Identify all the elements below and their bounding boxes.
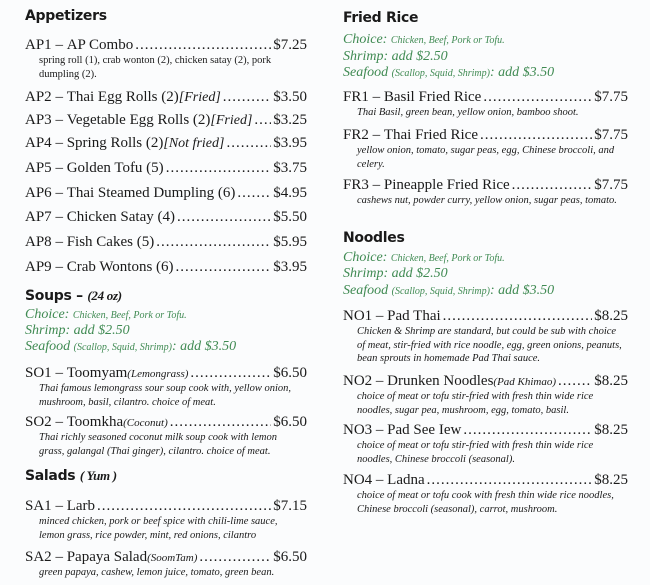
menu-item bbox=[343, 472, 628, 516]
item-price: $8.25 bbox=[594, 422, 628, 438]
item-line: NO2 – Drunken Noodles (Pad Khimao) ..... $8.25 bbox=[343, 373, 628, 390]
menu-item bbox=[343, 308, 628, 366]
section-title bbox=[343, 230, 628, 246]
item-price: $6.50 bbox=[273, 549, 307, 565]
item-line: AP6 – Thai Steamed Dumpling (6) ..... $4.95 bbox=[25, 185, 307, 202]
item-description: choice of meat or tofu stir-fried with fresh thin wide rice noodles, Chinese broccoli (seasonal). bbox=[357, 440, 594, 465]
item-name: Spring Rolls (2) bbox=[66, 135, 164, 151]
choice-line bbox=[343, 49, 628, 66]
item-code: AP1 bbox=[25, 37, 52, 53]
menu-item bbox=[25, 414, 307, 458]
protein-choice bbox=[343, 283, 628, 301]
item-line: AP4 – Spring Rolls (2) [Not fried] ..... $3.95 bbox=[25, 135, 307, 152]
item-name: Toomyam bbox=[66, 365, 128, 381]
dot-leader bbox=[480, 127, 592, 144]
item-line: FR2 – Thai Fried Rice ..... $7.75 bbox=[343, 127, 628, 144]
item-name: Chicken Satay (4) bbox=[66, 209, 175, 225]
dot-leader bbox=[558, 373, 592, 390]
dot-leader bbox=[97, 498, 271, 515]
menu-item bbox=[25, 498, 307, 542]
section-heading bbox=[25, 288, 307, 304]
item-line: AP7 – Chicken Satay (4) ..... $5.50 bbox=[25, 209, 307, 226]
protein-choice bbox=[25, 323, 307, 340]
item-price: $3.25 bbox=[273, 112, 307, 128]
choice-line bbox=[343, 283, 628, 301]
item-note: [Not fried] bbox=[163, 136, 225, 151]
item-description: yellow onion, tomato, sugar peas, egg, Chinese broccoli, and celery. bbox=[357, 145, 615, 170]
menu-item bbox=[343, 89, 628, 120]
item-code: SA1 bbox=[25, 498, 52, 514]
protein-choice bbox=[343, 49, 628, 66]
choice-line bbox=[25, 307, 307, 325]
item-description: green papaya, cashew, lemon juice, tomato, green bean. bbox=[39, 567, 275, 578]
choice-detail: (Scallop, Squid, Shrimp) bbox=[391, 68, 490, 79]
section-subtitle: ( Yum ) bbox=[79, 468, 117, 483]
menu-item bbox=[25, 112, 307, 129]
item-name: Drunken Noodles bbox=[387, 373, 494, 389]
item-line: NO1 – Pad Thai ..... $8.25 bbox=[343, 308, 628, 325]
item-note: (Coconut) bbox=[123, 417, 168, 429]
item-name: Thai Egg Rolls (2) bbox=[66, 89, 179, 105]
menu-item bbox=[343, 422, 628, 466]
item-price: $3.95 bbox=[273, 135, 307, 151]
item-code: FR3 bbox=[343, 177, 369, 193]
choice-line bbox=[343, 266, 628, 283]
item-name: Crab Wontons (6) bbox=[66, 259, 174, 275]
item-code: AP5 bbox=[25, 160, 52, 176]
choice-label: Choice: bbox=[343, 32, 388, 47]
dot-leader bbox=[443, 308, 593, 325]
section-title-text: Soups – bbox=[25, 288, 83, 304]
item-code: NO1 bbox=[343, 308, 373, 324]
item-name: Ladna bbox=[387, 472, 425, 488]
section-title bbox=[25, 468, 307, 484]
item-line: AP9 – Crab Wontons (6) ..... $3.95 bbox=[25, 259, 307, 276]
section-title-text: Appetizers bbox=[25, 8, 107, 24]
section-title bbox=[25, 288, 307, 304]
choice-label: Choice: bbox=[25, 307, 70, 322]
choice-label: Seafood bbox=[343, 283, 389, 298]
item-name: Vegetable Egg Rolls (2) bbox=[66, 112, 211, 128]
dot-leader bbox=[190, 365, 271, 382]
item-code: NO4 bbox=[343, 472, 373, 488]
item-line: AP5 – Golden Tofu (5) ..... $3.75 bbox=[25, 160, 307, 177]
item-line: AP1 – AP Combo ..... $7.25 bbox=[25, 37, 307, 54]
item-description: Thai famous lemongrass sour soup cook with, yellow onion, mushroom, basil, cilantro. choice of meat. bbox=[39, 383, 292, 408]
item-code: FR2 bbox=[343, 127, 369, 143]
item-line: FR1 – Basil Fried Rice ..... $7.75 bbox=[343, 89, 628, 106]
item-name: Larb bbox=[66, 498, 96, 514]
item-code: AP3 bbox=[25, 112, 52, 128]
section-title bbox=[25, 8, 307, 24]
item-name: Pineapple Fried Rice bbox=[383, 177, 510, 193]
protein-choice bbox=[25, 339, 307, 357]
section-title-text: Salads bbox=[25, 468, 76, 484]
item-description: Thai Basil, green bean, yellow onion, bamboo shoot. bbox=[357, 107, 579, 118]
item-code: SO2 bbox=[25, 414, 52, 430]
choice-line bbox=[343, 32, 628, 50]
item-name: Pad Thai bbox=[387, 308, 441, 324]
item-code: AP4 bbox=[25, 135, 52, 151]
item-code: AP8 bbox=[25, 234, 52, 250]
item-line: FR3 – Pineapple Fried Rice ..... $7.75 bbox=[343, 177, 628, 194]
item-line: SO2 – Toomkha (Coconut) ..... $6.50 bbox=[25, 414, 307, 431]
choice-line bbox=[25, 323, 307, 340]
choice-line bbox=[25, 339, 307, 357]
item-code: FR1 bbox=[343, 89, 369, 105]
item-line: AP2 – Thai Egg Rolls (2) [Fried] ..... $3.50 bbox=[25, 89, 307, 106]
item-description: Thai richly seasoned coconut milk soup cook with lemon grass, galangal (Thai ginger), cilantro. choice of meat. bbox=[39, 432, 277, 457]
section-heading bbox=[25, 8, 307, 24]
choice-price: : add $3.50 bbox=[489, 65, 555, 80]
item-price: $7.75 bbox=[594, 89, 628, 105]
item-code: AP7 bbox=[25, 209, 52, 225]
menu-item bbox=[25, 234, 307, 251]
item-line: SA2 – Papaya Salad (SoomTam) ..... $6.50 bbox=[25, 549, 307, 566]
protein-choice bbox=[343, 32, 628, 50]
section-heading bbox=[343, 10, 628, 26]
choice-price: : add $3.50 bbox=[489, 283, 555, 298]
dot-leader bbox=[237, 185, 271, 202]
item-note: [Fried] bbox=[210, 113, 253, 128]
dot-leader bbox=[254, 112, 271, 129]
protein-choice bbox=[343, 250, 628, 268]
item-description: minced chicken, pork or beef spice with chili-lime sauce, lemon grass, rice powder, mint, red onions, cilantro bbox=[39, 516, 278, 541]
choice-line bbox=[343, 250, 628, 268]
item-name: Pad See Iew bbox=[387, 422, 462, 438]
choice-label: Shrimp: add $2.50 bbox=[343, 49, 448, 64]
item-code: NO2 bbox=[343, 373, 373, 389]
item-line: AP8 – Fish Cakes (5) ..... $5.95 bbox=[25, 234, 307, 251]
item-note: [Fried] bbox=[178, 90, 221, 105]
choice-detail: (Scallop, Squid, Shrimp) bbox=[391, 286, 490, 297]
dot-leader bbox=[223, 89, 271, 106]
item-price: $3.75 bbox=[273, 160, 307, 176]
choice-label: Shrimp: add $2.50 bbox=[25, 323, 130, 338]
choice-label: Seafood bbox=[25, 339, 71, 354]
dot-leader bbox=[176, 259, 272, 276]
item-price: $4.95 bbox=[273, 185, 307, 201]
item-price: $7.15 bbox=[273, 498, 307, 514]
item-line: NO3 – Pad See Iew ..... $8.25 bbox=[343, 422, 628, 439]
item-price: $3.50 bbox=[273, 89, 307, 105]
protein-choice bbox=[343, 65, 628, 83]
item-price: $5.95 bbox=[273, 234, 307, 250]
choice-label: Choice: bbox=[343, 250, 388, 265]
item-description: choice of meat or tofu stir-fried with fresh thin wide rice noodles, sugar pea, mushroom, egg, tomato, basil. bbox=[357, 391, 594, 416]
dot-leader bbox=[177, 209, 271, 226]
dot-leader bbox=[512, 177, 593, 194]
dot-leader bbox=[427, 472, 593, 489]
choice-detail: Chicken, Beef, Pork or Tofu. bbox=[390, 253, 505, 264]
item-description: Chicken & Shrimp are standard, but could be sub with choice of meat, stir-fried with rice noodle, egg, green onions, peanuts, bean sprouts in homemade Pad Thai sauce. bbox=[357, 326, 622, 364]
choice-detail: (Scallop, Squid, Shrimp) bbox=[73, 342, 172, 353]
item-price: $5.50 bbox=[273, 209, 307, 225]
menu-item bbox=[25, 209, 307, 226]
item-name: Thai Fried Rice bbox=[383, 127, 478, 143]
item-price: $6.50 bbox=[273, 365, 307, 381]
item-name: Golden Tofu (5) bbox=[66, 160, 164, 176]
menu-item bbox=[25, 549, 307, 580]
dot-leader bbox=[156, 234, 271, 251]
item-name: Basil Fried Rice bbox=[383, 89, 482, 105]
item-line: SO1 – Toomyam (Lemongrass) ..... $6.50 bbox=[25, 365, 307, 382]
item-description: cashews nut, powder curry, yellow onion, sugar peas, tomato. bbox=[357, 195, 617, 206]
item-note: (Pad Khimao) bbox=[493, 376, 557, 388]
item-name: Toomkha bbox=[66, 414, 124, 430]
section-heading bbox=[343, 230, 628, 246]
item-code: AP2 bbox=[25, 89, 52, 105]
menu-item bbox=[343, 127, 628, 171]
protein-choice bbox=[343, 266, 628, 283]
item-code: AP6 bbox=[25, 185, 52, 201]
item-description: spring roll (1), crab wonton (2), chicken satay (2), pork dumpling (2). bbox=[39, 55, 272, 80]
dot-leader bbox=[170, 414, 272, 431]
section-title-text: Fried Rice bbox=[343, 10, 419, 26]
item-code: NO3 bbox=[343, 422, 373, 438]
dot-leader bbox=[199, 549, 271, 566]
menu-item bbox=[343, 177, 628, 208]
choice-price: : add $3.50 bbox=[171, 339, 237, 354]
menu-item bbox=[25, 160, 307, 177]
item-price: $8.25 bbox=[594, 373, 628, 389]
item-note: (SoomTam) bbox=[147, 552, 198, 564]
item-line: AP3 – Vegetable Egg Rolls (2) [Fried] ..... $3.25 bbox=[25, 112, 307, 129]
menu-item bbox=[25, 365, 307, 409]
item-price: $6.50 bbox=[273, 414, 307, 430]
item-price: $7.75 bbox=[594, 127, 628, 143]
dot-leader bbox=[463, 422, 592, 439]
item-price: $8.25 bbox=[594, 308, 628, 324]
dot-leader bbox=[135, 37, 271, 54]
item-code: SA2 bbox=[25, 549, 52, 565]
dot-leader bbox=[166, 160, 272, 177]
item-code: SO1 bbox=[25, 365, 52, 381]
item-note: (Lemongrass) bbox=[127, 368, 189, 380]
dot-leader bbox=[226, 135, 271, 152]
section-subtitle: (24 oz) bbox=[87, 288, 122, 303]
item-price: $8.25 bbox=[594, 472, 628, 488]
item-price: $7.25 bbox=[273, 37, 307, 53]
section-title bbox=[343, 10, 628, 26]
choice-label: Shrimp: add $2.50 bbox=[343, 266, 448, 281]
item-price: $7.75 bbox=[594, 177, 628, 193]
protein-choice bbox=[25, 307, 307, 325]
section-heading bbox=[25, 468, 307, 484]
item-name: Papaya Salad bbox=[66, 549, 148, 565]
item-name: AP Combo bbox=[66, 37, 134, 53]
menu-item bbox=[25, 135, 307, 152]
menu-item bbox=[343, 373, 628, 417]
item-price: $3.95 bbox=[273, 259, 307, 275]
dot-leader bbox=[483, 89, 592, 106]
item-line: SA1 – Larb ..... $7.15 bbox=[25, 498, 307, 515]
menu-item bbox=[25, 89, 307, 106]
section-title-text: Noodles bbox=[343, 230, 405, 246]
choice-detail: Chicken, Beef, Pork or Tofu. bbox=[390, 35, 505, 46]
menu-item bbox=[25, 259, 307, 276]
item-name: Thai Steamed Dumpling (6) bbox=[66, 185, 236, 201]
choice-line bbox=[343, 65, 628, 83]
item-description: choice of meat or tofu cook with fresh thin wide rice noodles, Chinese broccoli (seasonal), carrot, mushroom. bbox=[357, 490, 614, 515]
item-code: AP9 bbox=[25, 259, 52, 275]
item-name: Fish Cakes (5) bbox=[66, 234, 155, 250]
choice-detail: Chicken, Beef, Pork or Tofu. bbox=[72, 310, 187, 321]
choice-label: Seafood bbox=[343, 65, 389, 80]
menu-item bbox=[25, 37, 307, 81]
menu-item bbox=[25, 185, 307, 202]
item-line: NO4 – Ladna ..... $8.25 bbox=[343, 472, 628, 489]
